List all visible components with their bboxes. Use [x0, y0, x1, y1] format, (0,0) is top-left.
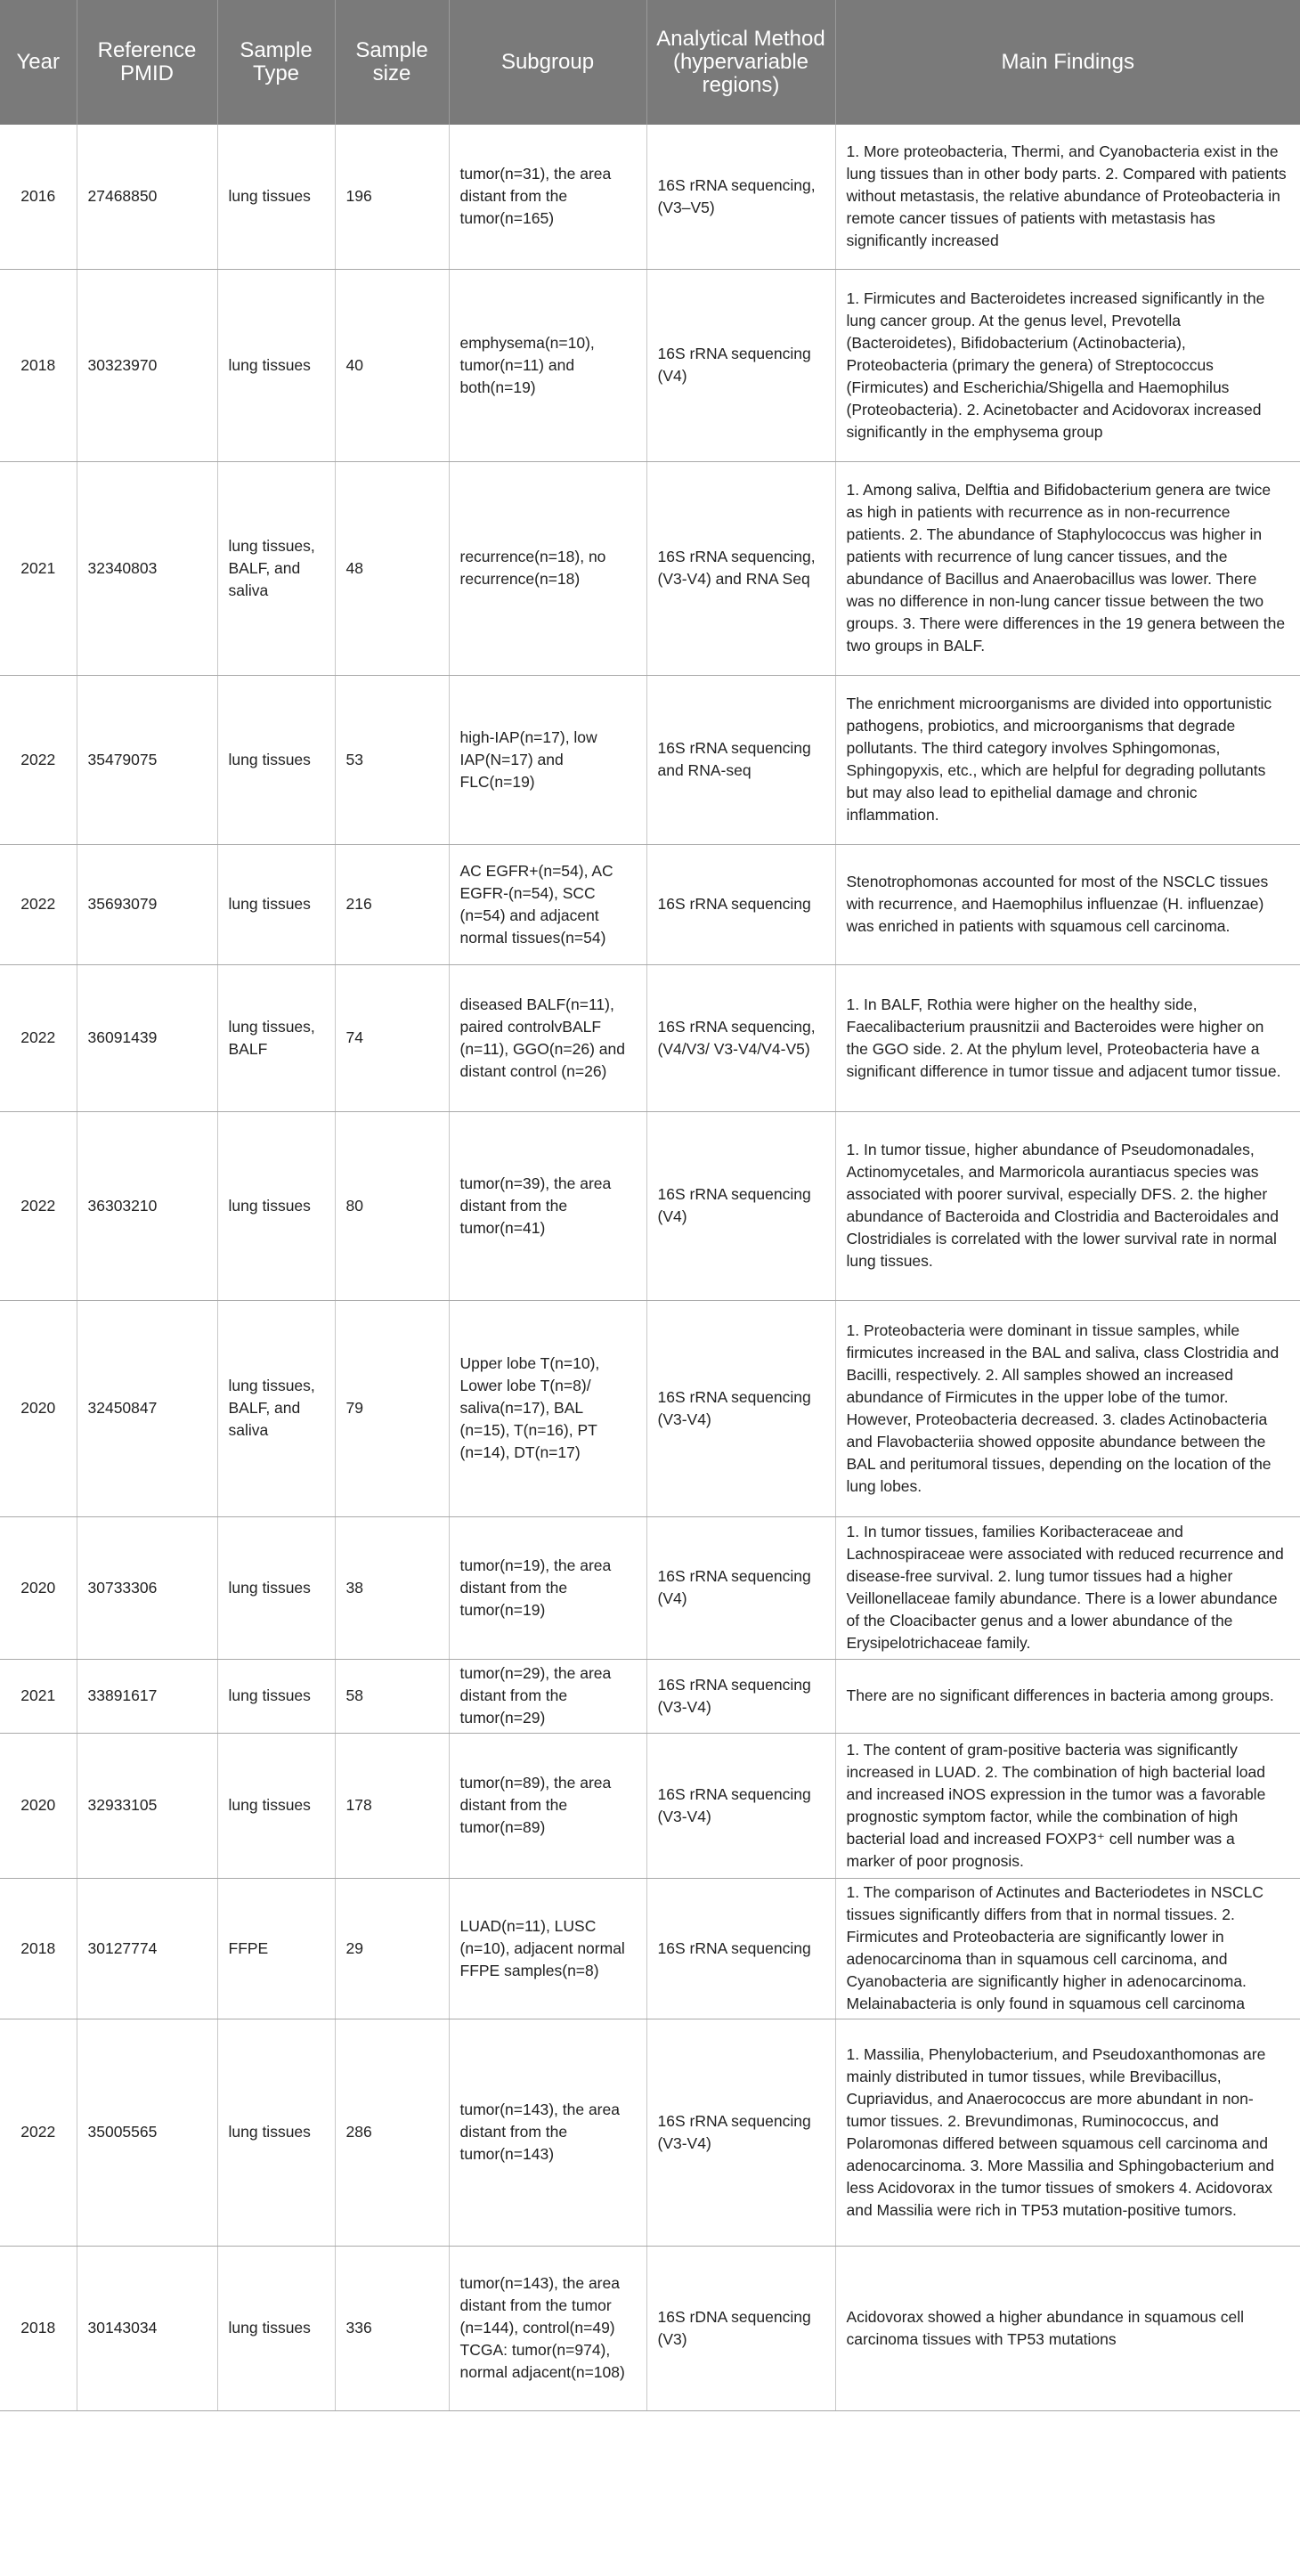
cell-subgroup: tumor(n=29), the area distant from the tumor(n=29) [449, 1659, 646, 1733]
cell-findings: The enrichment microorganisms are divided into opportunistic pathogens, probiotics, and microorganisms that degrade pollutants. The third category involves Sphingomonas, Sphingopyxis, etc., which are helpful for degrading pollutants but may also lead to epithelial damage and chronic inflammation. [835, 675, 1300, 844]
cell-subgroup: tumor(n=143), the area distant from the tumor(n=143) [449, 2019, 646, 2246]
cell-subgroup: tumor(n=89), the area distant from the tumor(n=89) [449, 1733, 646, 1878]
cell-pmid: 30733306 [77, 1516, 217, 1659]
table-row [0, 1659, 1300, 1733]
cell-sample-size: 336 [335, 2246, 449, 2410]
cell-findings: 1. Among saliva, Delftia and Bifidobacterium genera are twice as high in patients with recurrence as in non-recurrence patients. 2. The abundance of Staphylococcus was higher in patients with recurrence of lung cancer tissues, and the abundance of Bacillus and Anaerobacillus was lower. There was no difference in non-lung cancer tissue between the two groups. 3. There were differences in the 19 genera between the two groups in BALF. [835, 461, 1300, 675]
header-row [0, 0, 1300, 125]
cell-method: 16S rRNA sequencing (V3-V4) [646, 1300, 835, 1516]
header-pmid: Reference PMID [77, 0, 217, 125]
cell-pmid: 35479075 [77, 675, 217, 844]
cell-pmid: 27468850 [77, 125, 217, 269]
cell-method: 16S rRNA sequencing and RNA-seq [646, 675, 835, 844]
cell-sample-size: 216 [335, 844, 449, 964]
cell-subgroup: Upper lobe T(n=10), Lower lobe T(n=8)/ saliva(n=17), BAL (n=15), T(n=16), PT (n=14), DT(n=17) [449, 1300, 646, 1516]
cell-sample-size: 286 [335, 2019, 449, 2246]
cell-sample-type: lung tissues [217, 844, 335, 964]
cell-method: 16S rRNA sequencing [646, 844, 835, 964]
cell-subgroup: emphysema(n=10), tumor(n=11) and both(n=19) [449, 269, 646, 461]
cell-pmid: 33891617 [77, 1659, 217, 1733]
table-row [0, 675, 1300, 844]
cell-findings: Stenotrophomonas accounted for most of the NSCLC tissues with recurrence, and Haemophilus influenzae (H. influenzae) was enriched in patients with squamous cell carcinoma. [835, 844, 1300, 964]
cell-sample-type: lung tissues [217, 1516, 335, 1659]
cell-pmid: 32933105 [77, 1733, 217, 1878]
cell-year: 2022 [0, 675, 77, 844]
cell-year: 2022 [0, 964, 77, 1111]
cell-subgroup: AC EGFR+(n=54), AC EGFR-(n=54), SCC (n=54) and adjacent normal tissues(n=54) [449, 844, 646, 964]
cell-findings: 1. Firmicutes and Bacteroidetes increased significantly in the lung cancer group. At the genus level, Prevotella (Bacteroidetes), Bifidobacterium (Actinobacteria), Proteobacteria (primary the genera) of Streptococcus (Firmicutes) and Escherichia/Shigella and Haemophilus (Proteobacteria). 2. Acinetobacter and Acidovorax increased significantly in the emphysema group [835, 269, 1300, 461]
cell-findings: 1. In BALF, Rothia were higher on the healthy side, Faecalibacterium prausnitzii and Bacteroides were higher on the GGO side. 2. At the phylum level, Proteobacteria have a significant difference in tumor tissue and adjacent tumor tissue. [835, 964, 1300, 1111]
cell-pmid: 36303210 [77, 1111, 217, 1300]
cell-year: 2018 [0, 2246, 77, 2410]
cell-sample-size: 80 [335, 1111, 449, 1300]
cell-subgroup: tumor(n=39), the area distant from the tumor(n=41) [449, 1111, 646, 1300]
header-sample-size: Sample size [335, 0, 449, 125]
cell-year: 2020 [0, 1516, 77, 1659]
cell-method: 16S rRNA sequencing (V4) [646, 1516, 835, 1659]
cell-subgroup: tumor(n=19), the area distant from the tumor(n=19) [449, 1516, 646, 1659]
table-row [0, 1516, 1300, 1659]
cell-subgroup: LUAD(n=11), LUSC (n=10), adjacent normal FFPE samples(n=8) [449, 1878, 646, 2019]
cell-sample-type: lung tissues [217, 1733, 335, 1878]
header-year: Year [0, 0, 77, 125]
cell-findings: 1. The comparison of Actinutes and Bacteriodetes in NSCLC tissues significantly differs from that in normal tissues. 2. Firmicutes and Proteobacteria are significantly lower in adenocarcinoma than in squamous cell carcinoma, and Cyanobacteria are significantly higher in adenocarcinoma. Melainabacteria is only found in squamous cell carcinoma [835, 1878, 1300, 2019]
cell-pmid: 30323970 [77, 269, 217, 461]
cell-year: 2018 [0, 269, 77, 461]
table-row [0, 1733, 1300, 1878]
table-row [0, 2246, 1300, 2410]
table-row [0, 964, 1300, 1111]
cell-sample-size: 38 [335, 1516, 449, 1659]
cell-subgroup: tumor(n=143), the area distant from the tumor (n=144), control(n=49) TCGA: tumor(n=974), normal adjacent(n=108) [449, 2246, 646, 2410]
cell-method: 16S rRNA sequencing (V3-V4) [646, 2019, 835, 2246]
cell-year: 2016 [0, 125, 77, 269]
cell-pmid: 30143034 [77, 2246, 217, 2410]
cell-sample-size: 79 [335, 1300, 449, 1516]
table-row [0, 1300, 1300, 1516]
cell-year: 2022 [0, 844, 77, 964]
cell-findings: 1. In tumor tissues, families Koribacteraceae and Lachnospiraceae were associated with reduced recurrence and disease-free survival. 2. lung tumor tissues had a higher Veillonellaceae family abundance. There is a lower abundance of the Cloacibacter genus and a lower abundance of the Erysipelotrichaceae family. [835, 1516, 1300, 1659]
cell-subgroup: tumor(n=31), the area distant from the tumor(n=165) [449, 125, 646, 269]
cell-pmid: 35693079 [77, 844, 217, 964]
cell-pmid: 36091439 [77, 964, 217, 1111]
cell-year: 2022 [0, 2019, 77, 2246]
cell-sample-type: lung tissues [217, 2019, 335, 2246]
cell-sample-type: lung tissues [217, 1659, 335, 1733]
cell-method: 16S rRNA sequencing (V3-V4) [646, 1733, 835, 1878]
header-findings: Main Findings [835, 0, 1300, 125]
cell-sample-size: 74 [335, 964, 449, 1111]
cell-sample-size: 48 [335, 461, 449, 675]
table-row [0, 844, 1300, 964]
cell-year: 2020 [0, 1733, 77, 1878]
cell-sample-type: lung tissues, BALF, and saliva [217, 1300, 335, 1516]
cell-subgroup: high-IAP(n=17), low IAP(N=17) and FLC(n=19) [449, 675, 646, 844]
cell-year: 2022 [0, 1111, 77, 1300]
cell-sample-size: 196 [335, 125, 449, 269]
cell-sample-type: lung tissues [217, 1111, 335, 1300]
cell-sample-size: 58 [335, 1659, 449, 1733]
cell-findings: 1. More proteobacteria, Thermi, and Cyanobacteria exist in the lung tissues than in other body parts. 2. Compared with patients without metastasis, the relative abundance of Proteobacteria in remote cancer tissues of patients with metastasis has significantly increased [835, 125, 1300, 269]
cell-pmid: 32340803 [77, 461, 217, 675]
cell-sample-type: FFPE [217, 1878, 335, 2019]
cell-pmid: 35005565 [77, 2019, 217, 2246]
cell-sample-type: lung tissues [217, 675, 335, 844]
cell-method: 16S rRNA sequencing (V4) [646, 269, 835, 461]
cell-findings: There are no significant differences in bacteria among groups. [835, 1659, 1300, 1733]
cell-method: 16S rDNA sequencing (V3) [646, 2246, 835, 2410]
table-row [0, 1878, 1300, 2019]
cell-sample-type: lung tissues [217, 125, 335, 269]
cell-sample-size: 29 [335, 1878, 449, 2019]
cell-findings: 1. Proteobacteria were dominant in tissue samples, while firmicutes increased in the BAL and saliva, class Clostridia and Bacilli, respectively. 2. All samples showed an increased abundance of Firmicutes in the upper lobe of the tumor. However, Proteobacteria decreased. 3. clades Actinobacteria and Flavobacteriia showed opposite abundance between the BAL and peritumoral tissues, depending on the location of the lung lobes. [835, 1300, 1300, 1516]
table-row [0, 269, 1300, 461]
cell-subgroup: recurrence(n=18), no recurrence(n=18) [449, 461, 646, 675]
cell-sample-type: lung tissues, BALF [217, 964, 335, 1111]
cell-year: 2021 [0, 461, 77, 675]
header-sample-type: Sample Type [217, 0, 335, 125]
cell-findings: Acidovorax showed a higher abundance in squamous cell carcinoma tissues with TP53 mutations [835, 2246, 1300, 2410]
table-row [0, 1111, 1300, 1300]
cell-findings: 1. Massilia, Phenylobacterium, and Pseudoxanthomonas are mainly distributed in tumor tissues, while Brevibacillus, Cupriavidus, and Anaerococcus are more abundant in non-tumor tissues. 2. Brevundimonas, Ruminococcus, and Polaromonas differed between squamous cell carcinoma and adenocarcinoma. 3. More Massilia and Sphingobacterium and less Acidovorax in the tumor tissues of smokers 4. Acidovorax and Massilia were rich in TP53 mutation-positive tumors. [835, 2019, 1300, 2246]
cell-subgroup: diseased BALF(n=11), paired controlvBALF (n=11), GGO(n=26) and distant control (n=26) [449, 964, 646, 1111]
cell-sample-size: 53 [335, 675, 449, 844]
cell-method: 16S rRNA sequencing, (V3–V5) [646, 125, 835, 269]
cell-method: 16S rRNA sequencing, (V3-V4) and RNA Seq [646, 461, 835, 675]
cell-year: 2021 [0, 1659, 77, 1733]
header-subgroup: Subgroup [449, 0, 646, 125]
cell-method: 16S rRNA sequencing (V4) [646, 1111, 835, 1300]
cell-sample-size: 40 [335, 269, 449, 461]
cell-year: 2018 [0, 1878, 77, 2019]
cell-pmid: 30127774 [77, 1878, 217, 2019]
cell-year: 2020 [0, 1300, 77, 1516]
table-row [0, 2019, 1300, 2246]
cell-findings: 1. The content of gram-positive bacteria was significantly increased in LUAD. 2. The combination of high bacterial load and increased iNOS expression in the tumor was a favorable prognostic symptom factor, while the combination of high bacterial load and increased FOXP3⁺ cell number was a marker of poor prognosis. [835, 1733, 1300, 1878]
cell-method: 16S rRNA sequencing (V3-V4) [646, 1659, 835, 1733]
cell-pmid: 32450847 [77, 1300, 217, 1516]
table-row [0, 461, 1300, 675]
cell-sample-type: lung tissues [217, 269, 335, 461]
cell-sample-size: 178 [335, 1733, 449, 1878]
cell-method: 16S rRNA sequencing, (V4/V3/ V3-V4/V4-V5) [646, 964, 835, 1111]
cell-sample-type: lung tissues [217, 2246, 335, 2410]
cell-method: 16S rRNA sequencing [646, 1878, 835, 2019]
cell-findings: 1. In tumor tissue, higher abundance of Pseudomonadales, Actinomycetales, and Marmoricola aurantiacus species was associated with poorer survival, especially DFS. 2. the higher abundance of Bacteroida and Clostridia and Bacteroidales and Clostridiales is correlated with the lower survival rate in normal lung tissues. [835, 1111, 1300, 1300]
header-method: Analytical Method (hypervariable regions) [646, 0, 835, 125]
table-row [0, 125, 1300, 269]
cell-sample-type: lung tissues, BALF, and saliva [217, 461, 335, 675]
